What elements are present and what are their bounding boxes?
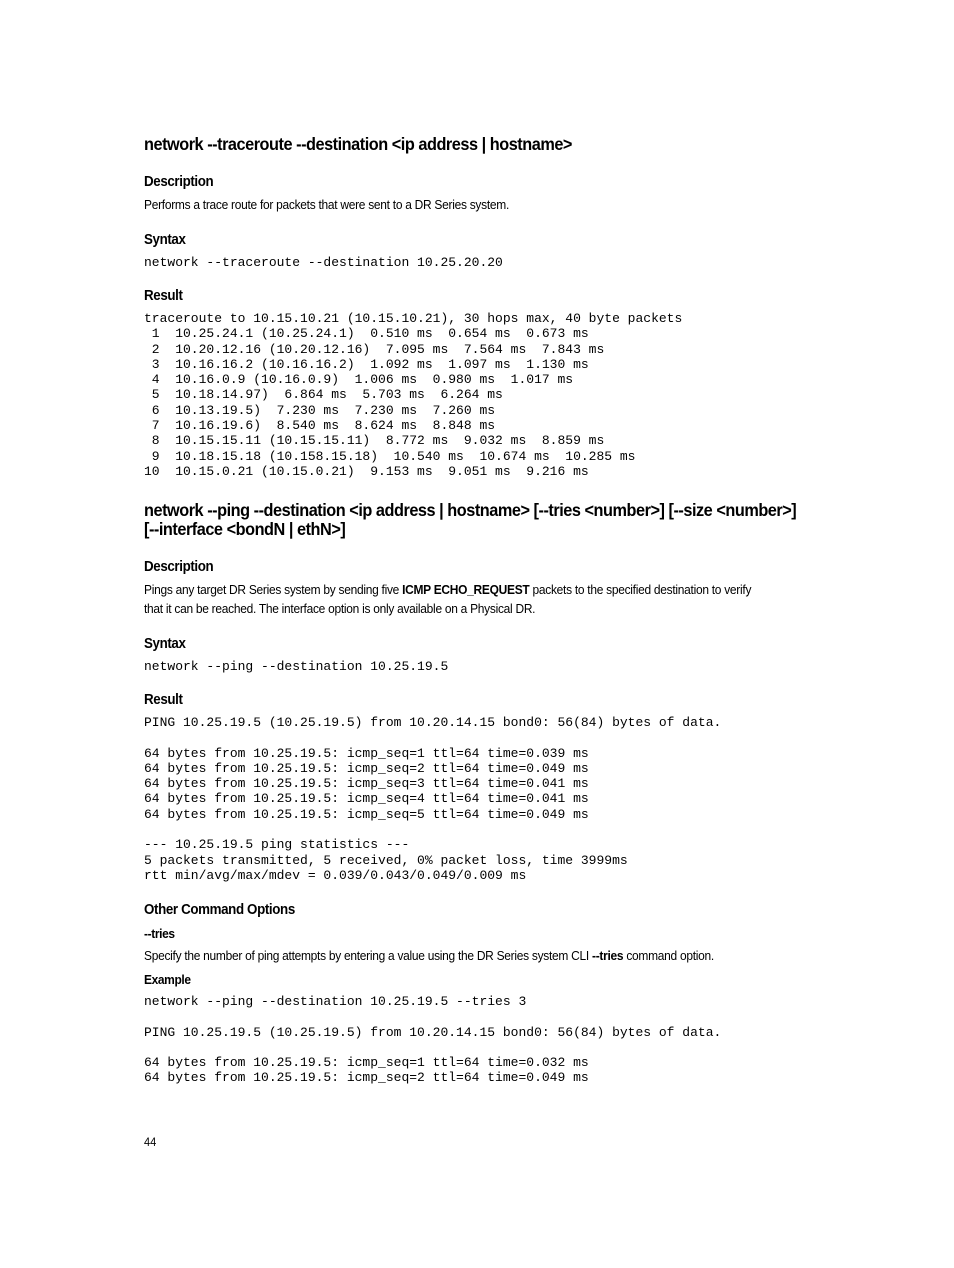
ping-section-title-line1: network --ping --destination <ip address | hostname> [--tries <number>] [--size <number>]: [144, 500, 797, 520]
traceroute-result-heading: Result: [144, 288, 183, 304]
ping-description-line1: Pings any target DR Series system by sending five ICMP ECHO_REQUEST packets to the specified destination to verify: [144, 582, 752, 597]
ping-syntax-heading: Syntax: [144, 636, 186, 652]
ping-result-heading: Result: [144, 692, 183, 708]
page-number: 44: [144, 1135, 157, 1149]
example-code: network --ping --destination 10.25.19.5 --tries 3 PING 10.25.19.5 (10.25.19.5) from 10.20.14.15 bond0: 56(84) bytes of data. 64 bytes from 10.25.19.5: icmp_seq=1 ttl=64 time=0.032 ms 64 bytes from 10.25.19.5: icmp_seq=2 ttl=64 time=0.049 ms: [144, 994, 722, 1086]
traceroute-description: Performs a trace route for packets that were sent to a DR Series system.: [144, 197, 509, 212]
tries-term: --tries: [591, 948, 624, 963]
ping-description-line2: that it can be reached. The interface option is only available on a Physical DR.: [144, 601, 536, 616]
traceroute-description-heading: Description: [144, 174, 214, 190]
ping-syntax-code: network --ping --destination 10.25.19.5: [144, 659, 449, 674]
traceroute-section-title: network --traceroute --destination <ip address | hostname>: [144, 134, 572, 154]
ping-description-heading: Description: [144, 559, 214, 575]
traceroute-result-code: traceroute to 10.15.10.21 (10.15.10.21), 30 hops max, 40 byte packets 1 10.25.24.1 (10.25.24.1) 0.510 ms 0.654 ms 0.673 ms 2 10.20.12.16 (10.20.12.16) 7.095 ms 7.564 ms 7.843 ms 3 10.16.16.2 (10.16.16.2) 1.092 ms 1.097 ms 1.130 ms 4 10.16.0.9 (10.16.0.9) 1.006 ms 0.980 ms 1.017 ms 5 10.18.14.97) 6.864 ms 5.703 ms 6.264 ms 6 10.13.19.5) 7.230 ms 7.230 ms 7.260 ms 7 10.16.19.6) 8.540 ms 8.624 ms 8.848 ms 8 10.15.15.11 (10.15.15.11) 8.772 ms 9.032 ms 8.859 ms 9 10.18.15.18 (10.158.15.18) 10.540 ms 10.674 ms 10.285 ms 10 10.15.0.21 (10.15.0.21) 9.153 ms 9.051 ms 9.216 ms: [144, 311, 683, 479]
tries-option-heading: --tries: [144, 926, 175, 941]
example-heading: Example: [144, 972, 191, 987]
ping-result-code: PING 10.25.19.5 (10.25.19.5) from 10.20.14.15 bond0: 56(84) bytes of data. 64 bytes from 10.25.19.5: icmp_seq=1 ttl=64 time=0.039 ms 64 bytes from 10.25.19.5: icmp_seq=2 ttl=64 time=0.049 ms 64 bytes from 10.25.19.5: icmp_seq=3 ttl=64 time=0.041 ms 64 bytes from 10.25.19.5: icmp_seq=4 ttl=64 time=0.041 ms 64 bytes from 10.25.19.5: icmp_seq=5 ttl=64 time=0.049 ms --- 10.25.19.5 ping statistics --- 5 packets transmitted, 5 received, 0% packet loss, time 3999ms rtt min/avg/max/mdev = 0.039/0.043/0.049/0.009 ms: [144, 715, 722, 883]
other-options-heading: Other Command Options: [144, 902, 295, 918]
ping-section-title-line2: [--interface <bondN | ethN>]: [144, 519, 346, 539]
tries-option-description: Specify the number of ping attempts by entering a value using the DR Series system CLI --tries command option.: [144, 948, 714, 963]
traceroute-syntax-code: network --traceroute --destination 10.25.20.20: [144, 255, 503, 270]
icmp-echo-request-term: ICMP ECHO_REQUEST: [402, 582, 530, 597]
traceroute-syntax-heading: Syntax: [144, 232, 186, 248]
